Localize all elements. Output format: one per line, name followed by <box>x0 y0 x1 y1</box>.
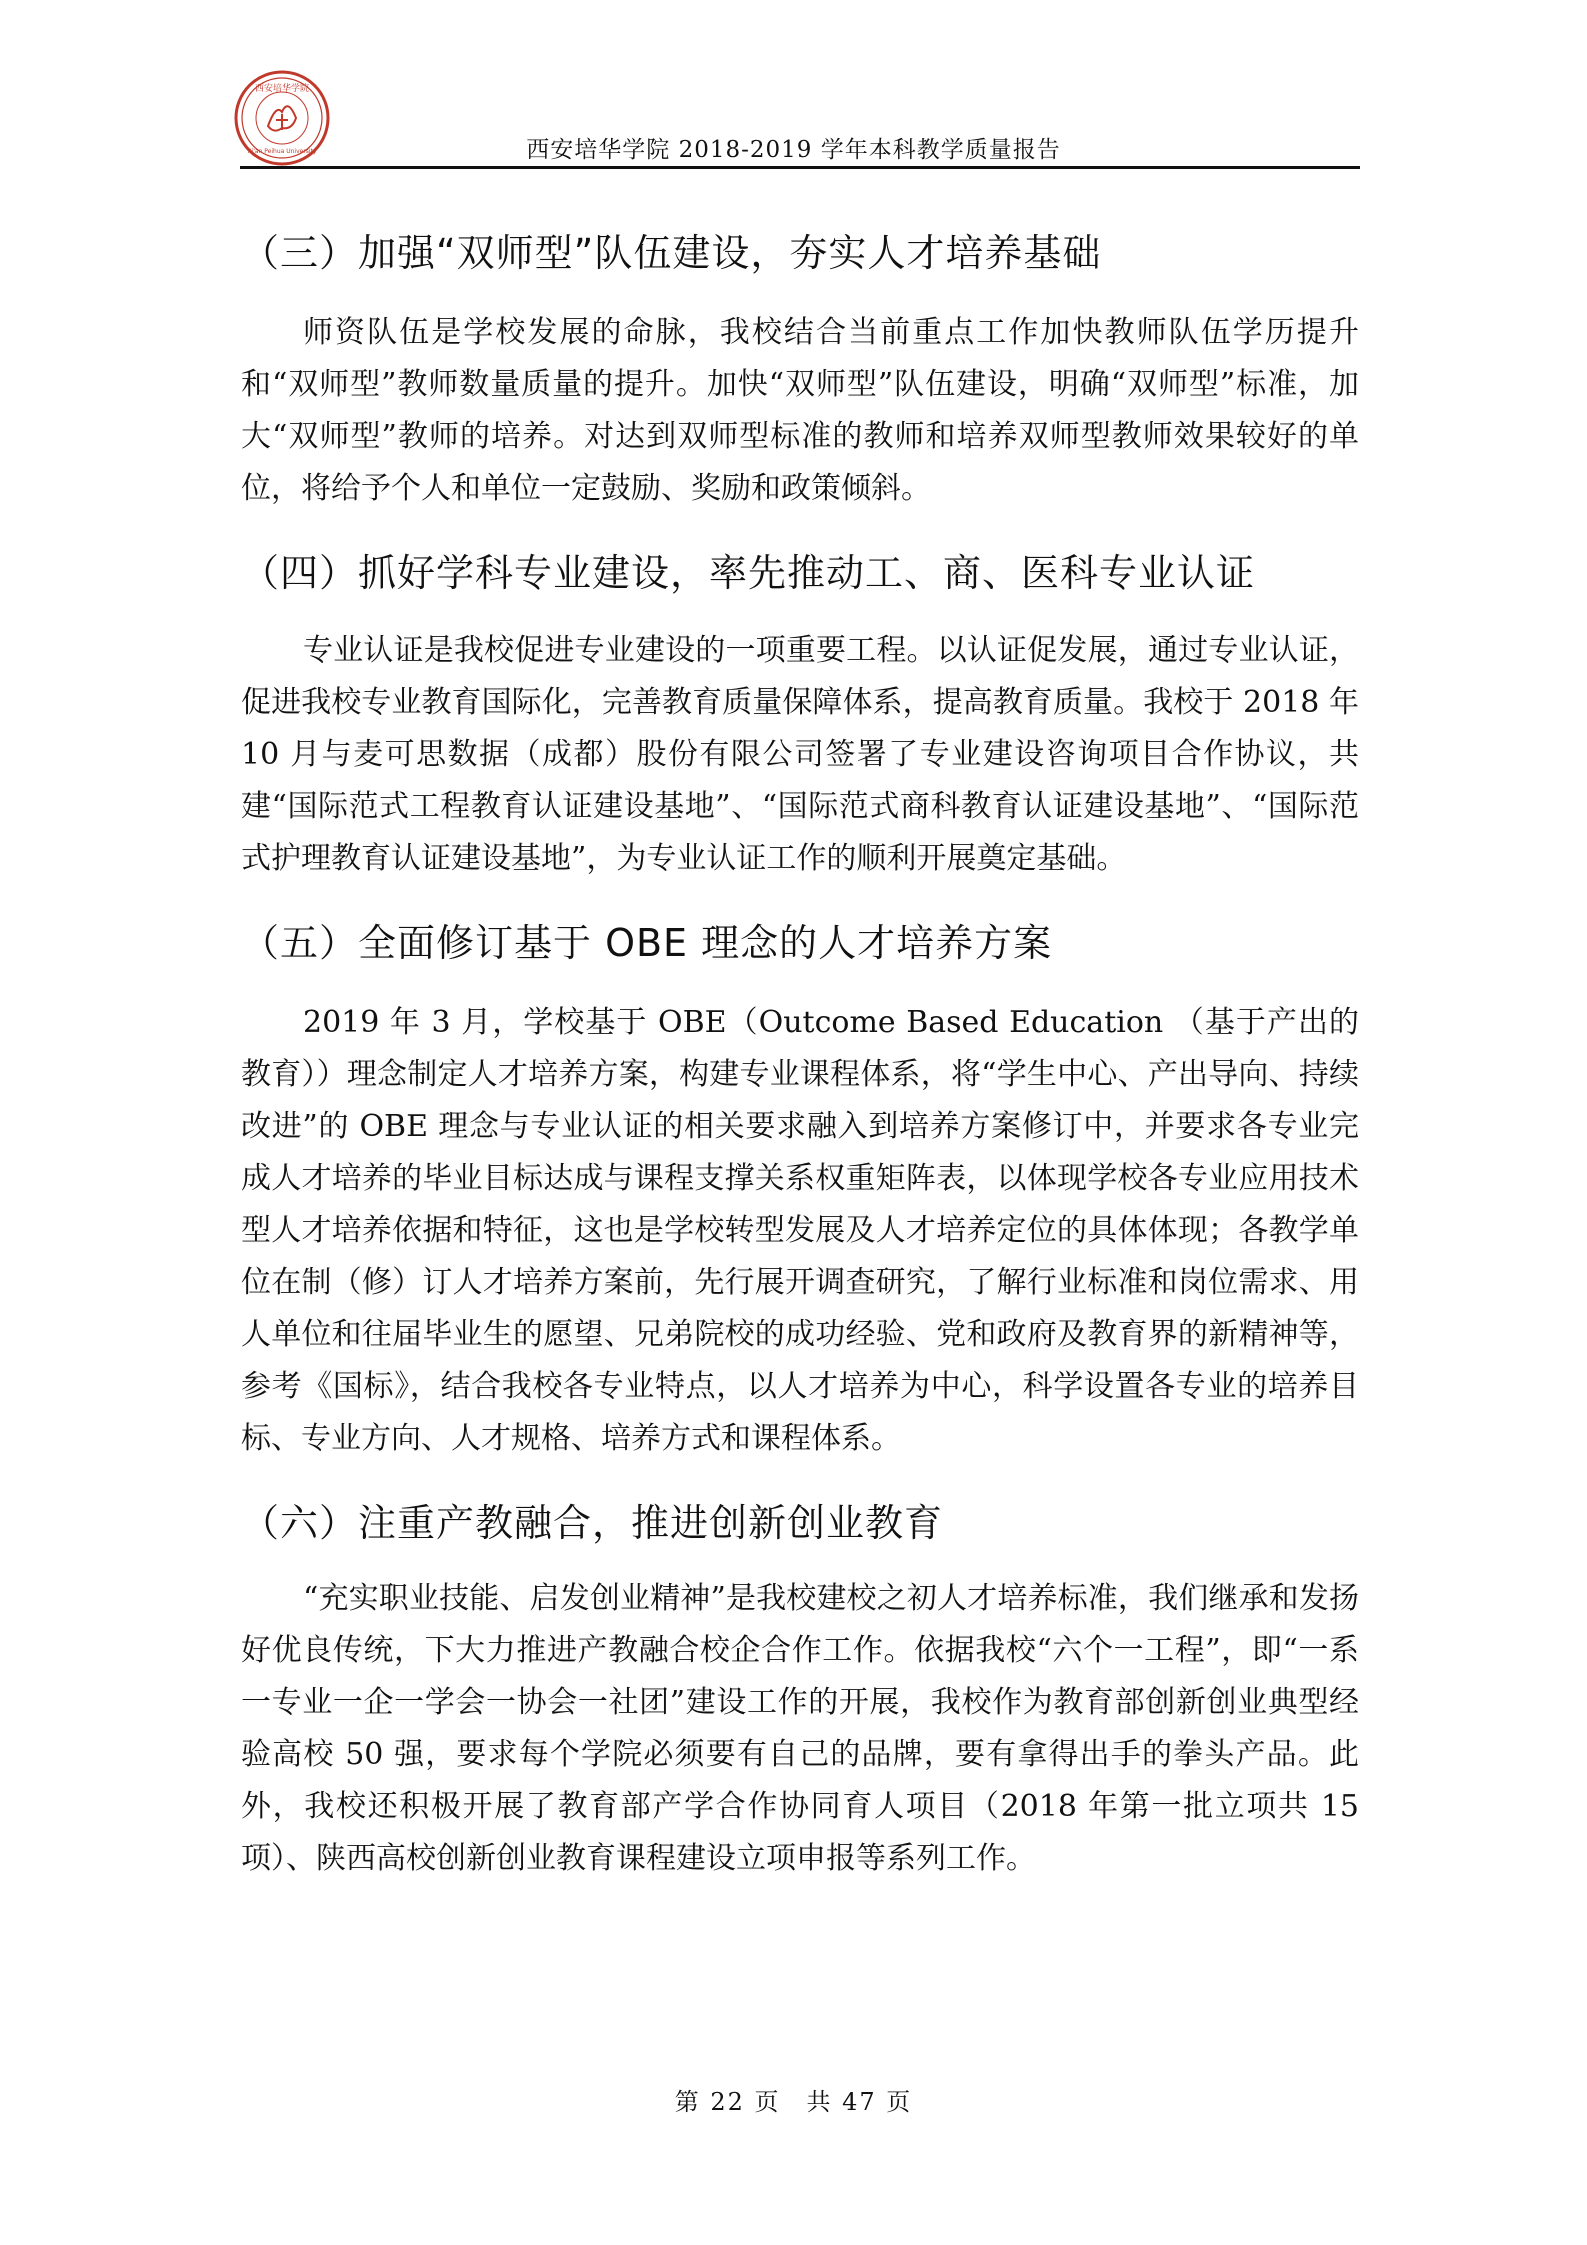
section-paragraph: 师资队伍是学校发展的命脉，我校结合当前重点工作加快教师队伍学历提升和“双师型”教师数量质量的提升。加快“双师型”队伍建设，明确“双师型”标准，加大“双师型”教师的培养。对达到双师型标准的教师和培养双师型教师效果较好的单位，将给予个人和单位一定鼓励、奖励和政策倾斜。 <box>241 315 1359 506</box>
section-4 <box>241 545 1359 885</box>
section-heading: （六）注重产教融合，推进创新创业教育 <box>241 1501 944 1545</box>
section-6 <box>241 1495 1359 1885</box>
svg-text:西安培华学院: 西安培华学院 <box>254 84 310 94</box>
header-divider <box>240 166 1360 169</box>
page-number: 第 22 页 共 47 页 <box>674 2088 913 2116</box>
section-paragraph: “充实职业技能、启发创业精神”是我校建校之初人才培养标准，我们继承和发扬好优良传统，下大力推进产教融合校企合作工作。依据我校“六个一工程”，即“一系一专业一企一学会一协会一社团”建设工作的开展，我校作为教育部创新创业典型经验高校 50 强，要求每个学院必须要有自己的品牌，要有拿得出手的拳头产品。此外，我校还积极开展了教育部产学合作协同育人项目（2018 年第一批立项共 15 项）、陕西高校创新创业教育课程建设立项申报等系列工作。 <box>241 1581 1359 1876</box>
svg-text:Xi'an Peihua University: Xi'an Peihua University <box>247 148 317 155</box>
section-heading: （三）加强“双师型”队伍建设，夯实人才培养基础 <box>241 231 1102 275</box>
section-paragraph: 2019 年 3 月，学校基于 OBE（Outcome Based Education （基于产出的教育））理念制定人才培养方案，构建专业课程体系，将“学生中心、产出导向、持续改进”的 OBE 理念与专业认证的相关要求融入到培养方案修订中，并要求各专业完成人才培养的毕业目标达成与课程支撑关系权重矩阵表，以体现学校各专业应用技术型人才培养依据和特征，这也是学校转型发展及人才培养定位的具体体现；各教学单位在制（修）订人才培养方案前，先行展开调查研究，了解行业标准和岗位需求、用人单位和往届毕业生的愿望、兄弟院校的成功经验、党和政府及教育界的新精神等，参考《国标》，结合我校各专业特点，以人才培养为中心，科学设置各专业的培养目标、专业方向、人才规格、培养方式和课程体系。 <box>241 1005 1359 1456</box>
report-header-title: 西安培华学院 2018-2019 学年本科教学质量报告 <box>526 137 1061 163</box>
section-5 <box>241 915 1359 1465</box>
section-heading: （四）抓好学科专业建设，率先推动工、商、医科专业认证 <box>241 551 1256 595</box>
section-heading: （五）全面修订基于 OBE 理念的人才培养方案 <box>241 921 1053 965</box>
report-body <box>241 225 1359 1885</box>
section-3 <box>241 225 1359 515</box>
section-paragraph: 专业认证是我校促进专业建设的一项重要工程。以认证促发展，通过专业认证，促进我校专业教育国际化，完善教育质量保障体系，提高教育质量。我校于 2018 年 10 月与麦可思数据（成都）股份有限公司签署了专业建设咨询项目合作协议，共建“国际范式工程教育认证建设基地”、“国际范式商科教育认证建设基地”、“国际范式护理教育认证建设基地”，为专业认证工作的顺利开展奠定基础。 <box>241 633 1359 876</box>
